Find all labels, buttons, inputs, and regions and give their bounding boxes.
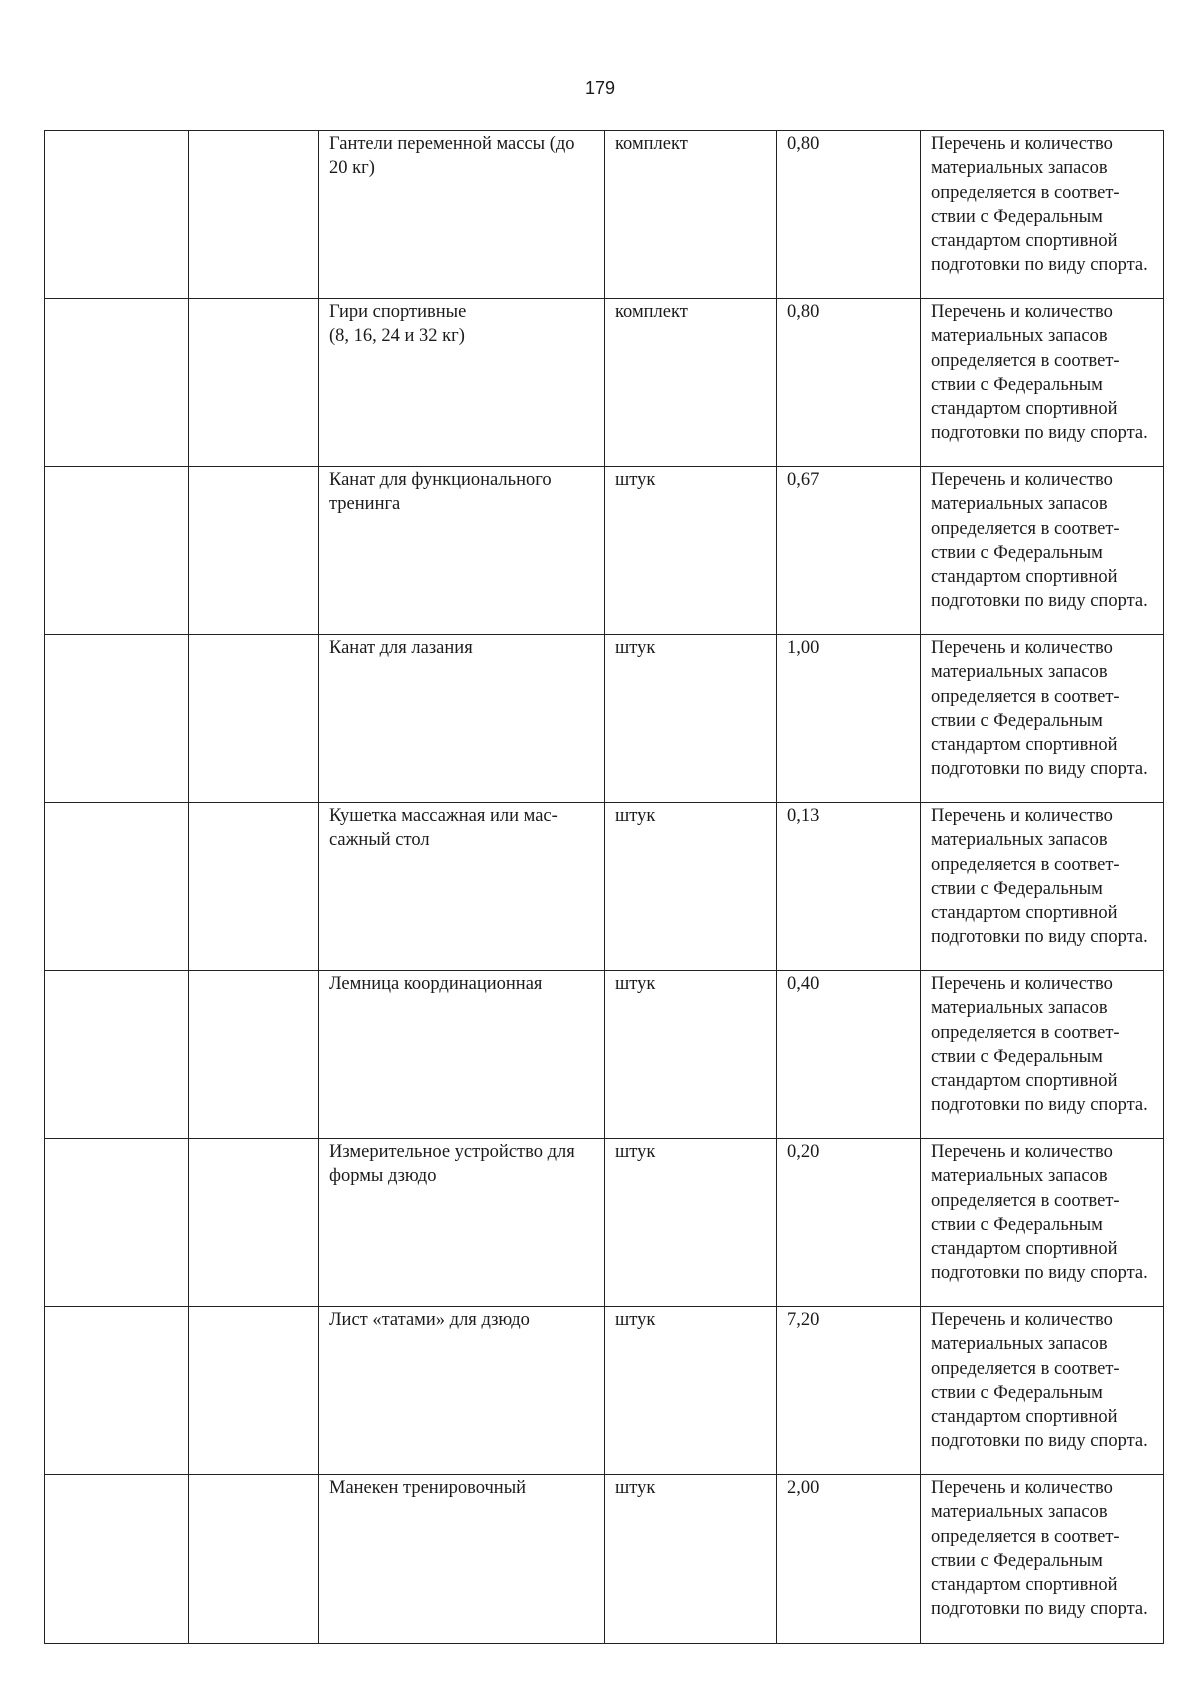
table-row [45,635,1164,803]
empty-cell [189,299,319,467]
item-unit: штук [605,803,777,971]
empty-cell [45,1307,189,1475]
table-row [45,1475,1164,1644]
item-quantity: 0,20 [777,1139,921,1307]
empty-cell [45,803,189,971]
empty-cell [45,467,189,635]
item-quantity: 0,40 [777,971,921,1139]
item-unit: комплект [605,131,777,299]
empty-cell [189,1139,319,1307]
item-note: Перечень и количество материальных запасов определяется в соответ-ствии с Федеральным стандартом спортивной подготовки по виду спорта. [921,971,1164,1139]
table-row [45,971,1164,1139]
item-note: Перечень и количество материальных запасов определяется в соответ-ствии с Федеральным стандартом спортивной подготовки по виду спорта. [921,1475,1164,1644]
item-unit: штук [605,467,777,635]
item-quantity: 0,80 [777,299,921,467]
item-note: Перечень и количество материальных запасов определяется в соответ-ствии с Федеральным стандартом спортивной подготовки по виду спорта. [921,1307,1164,1475]
empty-cell [45,1139,189,1307]
item-note: Перечень и количество материальных запасов определяется в соответ-ствии с Федеральным стандартом спортивной подготовки по виду спорта. [921,803,1164,971]
equipment-table [44,130,1164,1644]
page-number: 179 [584,78,616,98]
item-quantity: 1,00 [777,635,921,803]
item-quantity: 0,67 [777,467,921,635]
item-name: Кушетка массажная или мас-сажный стол [319,803,605,971]
empty-cell [45,299,189,467]
item-unit: штук [605,1307,777,1475]
item-unit: штук [605,635,777,803]
table-row [45,803,1164,971]
empty-cell [189,971,319,1139]
item-unit: штук [605,1139,777,1307]
item-name: Манекен тренировочный [319,1475,605,1644]
empty-cell [45,1475,189,1644]
item-quantity: 0,13 [777,803,921,971]
item-unit: комплект [605,299,777,467]
item-name: Гантели переменной массы (до 20 кг) [319,131,605,299]
item-note: Перечень и количество материальных запасов определяется в соответ-ствии с Федеральным стандартом спортивной подготовки по виду спорта. [921,299,1164,467]
item-unit: штук [605,971,777,1139]
item-name: Канат для лазания [319,635,605,803]
empty-cell [45,131,189,299]
item-name: Канат для функционального тренинга [319,467,605,635]
table-row [45,131,1164,299]
empty-cell [189,467,319,635]
item-name: Измерительное устройство для формы дзюдо [319,1139,605,1307]
item-note: Перечень и количество материальных запасов определяется в соответ-ствии с Федеральным стандартом спортивной подготовки по виду спорта. [921,1139,1164,1307]
item-quantity: 0,80 [777,131,921,299]
table-row [45,299,1164,467]
empty-cell [189,803,319,971]
item-name: Лист «татами» для дзюдо [319,1307,605,1475]
item-note: Перечень и количество материальных запасов определяется в соответ-ствии с Федеральным стандартом спортивной подготовки по виду спорта. [921,467,1164,635]
table-row [45,467,1164,635]
empty-cell [45,971,189,1139]
item-note: Перечень и количество материальных запасов определяется в соответ-ствии с Федеральным стандартом спортивной подготовки по виду спорта. [921,635,1164,803]
item-name: Гири спортивные (8, 16, 24 и 32 кг) [319,299,605,467]
empty-cell [189,1475,319,1644]
empty-cell [189,131,319,299]
item-unit: штук [605,1475,777,1644]
empty-cell [45,635,189,803]
table-row [45,1139,1164,1307]
empty-cell [189,1307,319,1475]
item-name: Лемница координационная [319,971,605,1139]
table-row [45,1307,1164,1475]
item-quantity: 2,00 [777,1475,921,1644]
item-note: Перечень и количество материальных запасов определяется в соответ-ствии с Федеральным стандартом спортивной подготовки по виду спорта. [921,131,1164,299]
empty-cell [189,635,319,803]
item-quantity: 7,20 [777,1307,921,1475]
